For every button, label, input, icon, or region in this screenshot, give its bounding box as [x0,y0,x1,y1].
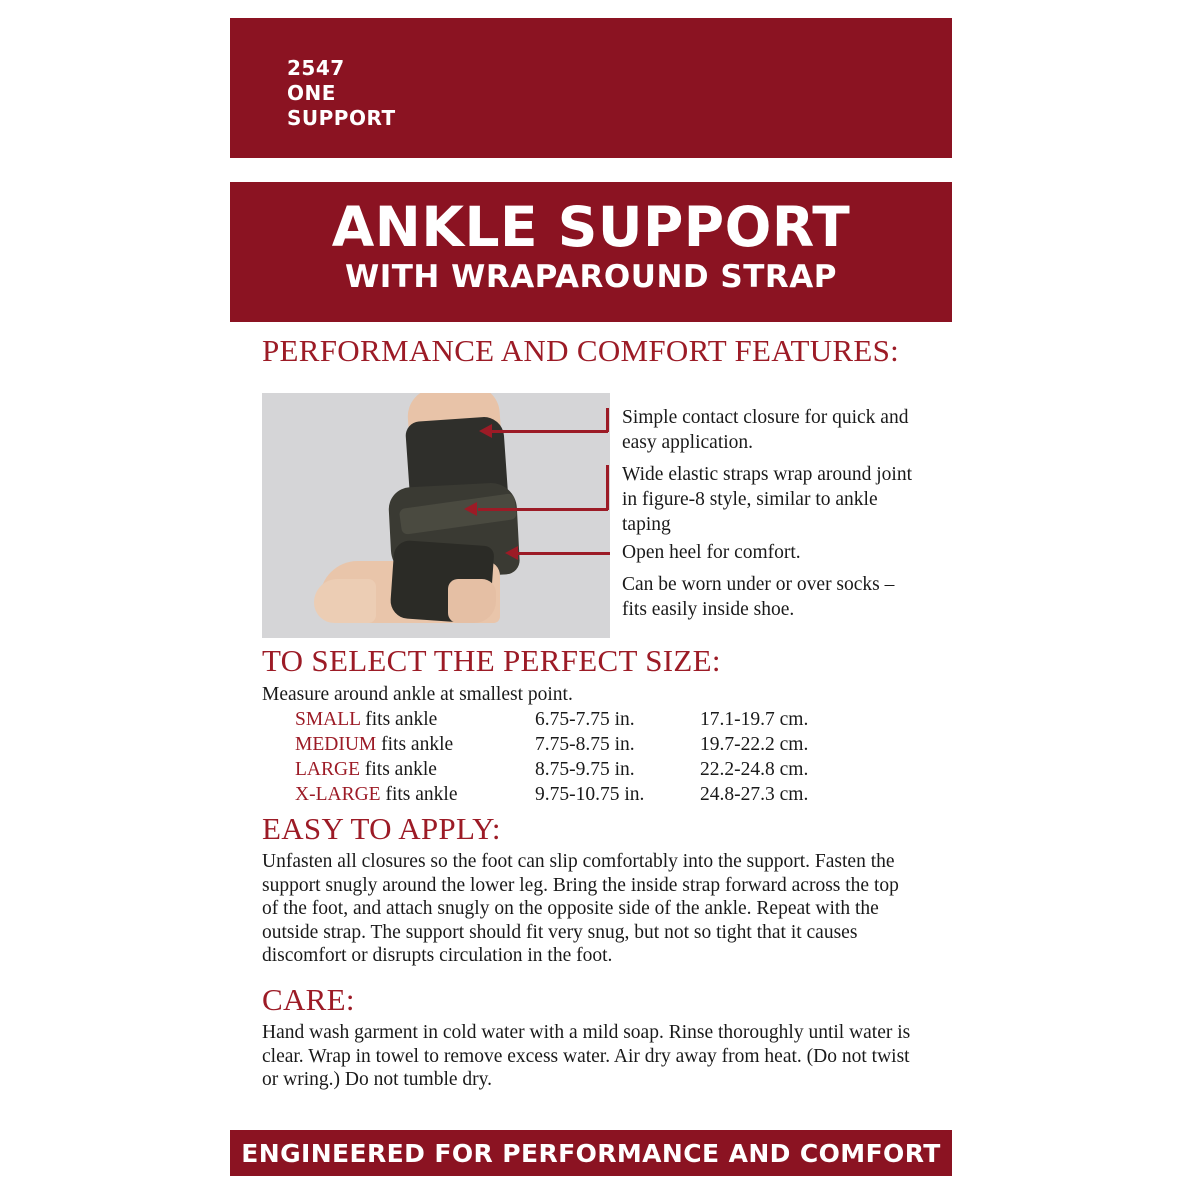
size-cell [295,708,535,733]
callout-text-2: Wide elastic straps wrap around joint in figure-8 style, similar to ankle taping [622,464,913,535]
open-heel-shape [448,579,496,623]
size-cm: 24.8-27.3 cm. [700,784,809,805]
size-cell [295,733,535,758]
table-row [295,758,808,783]
sizing-note: Measure around ankle at smallest point. [262,684,573,705]
table-row [295,783,808,808]
table-row [295,733,808,758]
size-inches: 7.75-8.75 in. [535,734,635,755]
product-subtitle: WITH WRAPAROUND STRAP [345,259,837,295]
brand-line-1: ONE [287,81,336,105]
leader-arrow-2 [464,502,477,516]
size-cm: 17.1-19.7 cm. [700,709,809,730]
leader-line-3-horizontal [518,552,610,555]
leader-arrow-1 [479,424,492,438]
size-name: LARGE [295,759,360,780]
callout-text-1: Simple contact closure for quick and easy application. [622,407,909,453]
apply-text: Unfasten all closures so the foot can slip comfortably into the support. Fasten the support snugly around the lower leg. Bring the inside strap forward across the top of the foot, and attach snugly on the opposite side of the ankle. Repeat with the outside strap. The support should fit very snug, but not so tight that it causes discomfort or disrupts circulation in the foot. [262,851,899,966]
leader-line-2-vertical [606,465,609,510]
size-cm: 19.7-22.2 cm. [700,734,809,755]
size-name: X-LARGE [295,784,381,805]
features-heading: PERFORMANCE AND COMFORT FEATURES: [262,333,900,368]
toes-shape [314,579,376,623]
sizing-heading: TO SELECT THE PERFECT SIZE: [262,643,721,678]
size-cell [295,758,535,783]
size-suffix: fits ankle [385,784,458,805]
care-text: Hand wash garment in cold water with a mild soap. Rinse thoroughly until water is clear. Wrap in towel to remove excess water. Air dry away from heat. (Do not twist or wring.) Do not tumble dry. [262,1022,911,1090]
size-suffix: fits ankle [364,759,437,780]
leader-line-1-horizontal [492,430,608,433]
size-inches: 6.75-7.75 in. [535,709,635,730]
product-title: ANKLE SUPPORT [331,195,851,259]
size-suffix: fits ankle [365,709,438,730]
size-name: SMALL [295,709,361,730]
sku-band [230,18,952,158]
footer-band [230,1130,952,1176]
table-row [295,708,808,733]
leader-arrow-3 [505,546,518,560]
callout-text-3: Open heel for comfort. [622,542,801,563]
brand-line-2: SUPPORT [287,106,396,130]
size-name: MEDIUM [295,734,377,755]
size-cell [295,783,535,808]
size-suffix: fits ankle [381,734,454,755]
size-cm: 22.2-24.8 cm. [700,759,809,780]
sizing-table [295,708,808,808]
callout-text-4: Can be worn under or over socks – fits easily inside shoe. [622,574,895,620]
apply-heading: EASY TO APPLY: [262,811,501,846]
leader-line-2-horizontal [478,508,608,511]
sku-number: 2547 [287,56,345,80]
size-inches: 8.75-9.75 in. [535,759,635,780]
size-inches: 9.75-10.75 in. [535,784,645,805]
leader-line-1-vertical [606,408,609,432]
footer-tagline: ENGINEERED FOR PERFORMANCE AND COMFORT [241,1139,941,1168]
care-heading: CARE: [262,982,355,1017]
sku-block [287,56,396,131]
title-band [230,182,952,322]
